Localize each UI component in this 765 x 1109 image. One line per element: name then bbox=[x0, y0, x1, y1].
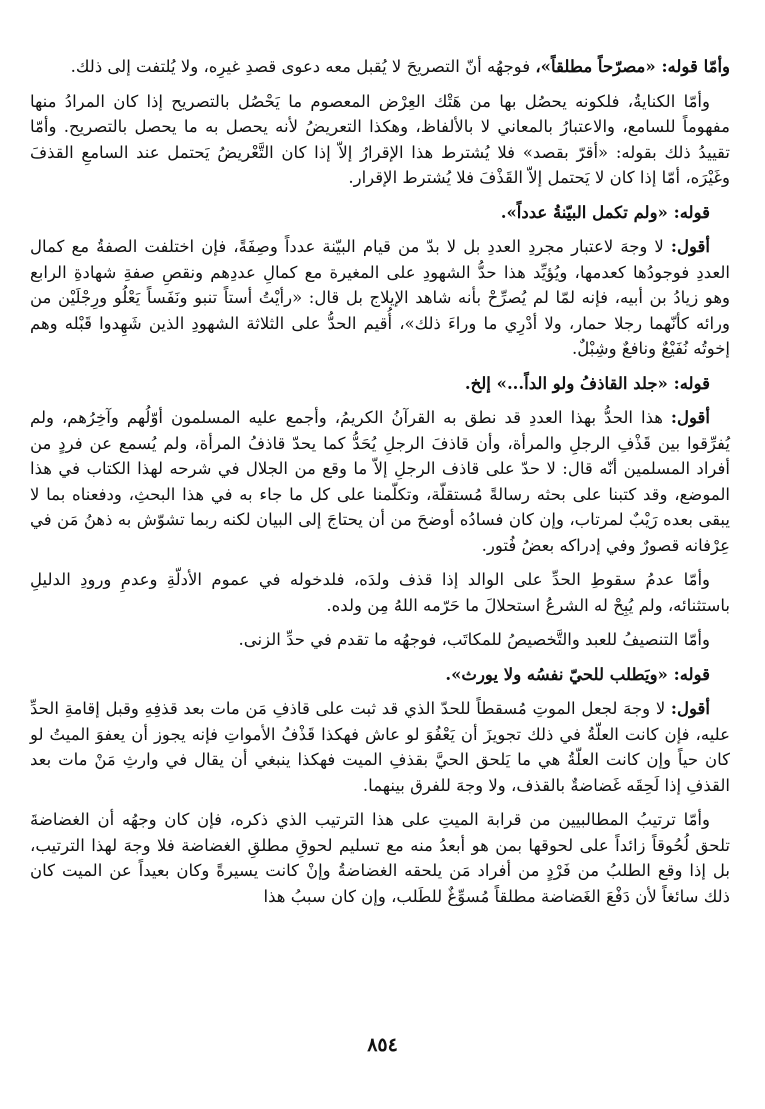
quote-heading-1 bbox=[30, 200, 730, 226]
quote-heading-1-quote: «ولم تكمل البيّنةُ عدداً». bbox=[500, 202, 674, 222]
paragraph-3-text: لا وجهَ لاعتبار مجردِ العددِ بل لا بدّ من قيام البيّنة عدداً وصِفَةً، فإن اختلفت الصفةُ مع كمال العددِ فوجودُها كعدمها، ويُؤيِّد هذا حدُّ الشهودِ على المغيرة مع كمالِ عددِهم ونقصِ صفةِ شهادةِ الرابع وهو زيادُ بن أبيه، فإنه لمّا لم يُصرِّحْ بأنه شاهد الإيلاج بل قال: «رأيْتُ أستاً تنبو ونَفَساً يَعْلُو ورِجْلَيْن من ورائه كأنّهما رجلا حمار، ولا أدْرِي ما وراءَ ذلك»، أُقيم الحدُّ على الثلاثة الشهودِ الذين شَهِدوا قَبْله وهم إخوتُه نُفَيْعٌ ونافعٌ وشِبْلٌ. bbox=[30, 237, 731, 358]
paragraph-1 bbox=[30, 54, 730, 80]
quote-heading-3-label: قوله: bbox=[673, 664, 710, 684]
paragraph-2 bbox=[30, 89, 730, 191]
paragraph-6-text: وأمّا التنصيفُ للعبد والتَّخصيصُ للمكاتَب، فوجهُه ما تقدم في حدِّ الزنى. bbox=[238, 630, 710, 649]
paragraph-7-lead: أقول: bbox=[670, 699, 710, 718]
paragraph-8 bbox=[30, 807, 730, 909]
paragraph-5-text: وأمّا عدمُ سقوطِ الحدِّ على الوالد إذا قذف ولدَه، فلدخوله في عموم الأدلّةِ وعدمِ ورودِ الدليلِ باستثنائه، ولم يُبِحْ له الشرعُ استحلالَ ما حَرّمه اللهُ مِن ولده. bbox=[30, 570, 730, 615]
paragraph-7-text: لا وجهَ لجعل الموتِ مُسقطاً للحدّ الذي قد ثبت على قاذفِ مَن مات بعد قذفِهِ وقبل إقامةِ الحدِّ عليه، فإن كانت العلّةُ في ذلك تجويزَ أن يَعْفُوَ لو عاش فهكذا قَذْفُ الأمواتِ فإنه يجوز أن يعفوَ الميتُ لو كان حياً وإن كانت العلّةُ هي ما يَلحق الحيَّ بقذفِ الميت فهكذا ينبغي أن يقال في وارثِ مَنْ مات بعد القذفِ إذا لَحِقَه غَضاضةٌ بالقذف، ولا وجهَ للفرق بينهما. bbox=[30, 699, 730, 795]
page-number: ٨٥٤ bbox=[367, 1034, 398, 1056]
quote-heading-2-label: قوله: bbox=[673, 373, 710, 393]
paragraph-1-text: فوجهُه أنّ التصريحَ لا يُقبل معه دعوى قصدِ غيرِه، ولا يُلتفت إلى ذلك. bbox=[70, 57, 536, 76]
paragraph-7 bbox=[30, 696, 730, 798]
quote-heading-2-quote: «جلد القاذفُ ولو الداً...» إلخ. bbox=[464, 373, 674, 393]
paragraph-4-lead: أقول: bbox=[670, 408, 710, 427]
quote-heading-1-label: قوله: bbox=[673, 202, 710, 222]
paragraph-5 bbox=[30, 567, 730, 618]
quote-heading-3-quote: «ويَطلب للحيّ نفسُه ولا يورث». bbox=[445, 664, 674, 684]
paragraph-3-lead: أقول: bbox=[670, 237, 710, 256]
quote-heading-2 bbox=[30, 371, 730, 397]
paragraph-3 bbox=[30, 234, 730, 362]
quote-heading-3 bbox=[30, 662, 730, 688]
page-body bbox=[30, 54, 730, 918]
paragraph-8-text: وأمّا ترتيبُ المطالبيين من قرابة الميتِ على هذا الترتيب الذي ذكره، فإن كان وجهُه أن الغضاضةَ تلحق لُحُوقاً زائداً على لحوقها بمن هو أبعدُ منه مع تسليم لحوقِ مطلقِ الغضاضة فلا وجهَ لهذا الترتيب، بل إذا وقع الطلبُ من فَرْدٍ من أفراد مَن يلحقه الغضاضةُ وإنْ كانت يسيرةً وكان بعيداً عن الميت كان ذلك سائغاً لأن دَفْعَ الغَضاضة مطلقاً مُسوِّغٌ للطَلب، وإن كان سببُ هذا bbox=[30, 810, 730, 906]
paragraph-4-text: هذا الحدُّ بهذا العددِ قد نطق به القرآنُ الكريمُ، وأجمع عليه المسلمون أوّلُهم وآخِرُهم، ولم يُفرِّقوا بين قَذْفِ الرجلِ والمرأة، وأن قاذفَ الرجلِ يُحَدُّ كما يحدّ قاذفُ المرأة، ولم يُسمع عن فردٍ من أفراد المسلمين أنّه قال: لا حدّ على قاذف الرجلِ إلاّ ما وقع من الجلال في شرحه لهذا الكتاب في هذا الموضع، وقد كتبنا على بحثه رسالةً مُستقلّة، وتكلّمنا على كل ما جاء به في هذا البحثِ، ودفعناه بما لا يبقى بعده رَيْبٌ لمرتاب، وإن كان فسادُه أوضحَ من أن يحتاجَ إلى البيان لكنه ربما تشوّش به ذهنُ مَن في عِرْفانه قصورٌ وفي إدراكه بعضُ فُتور. bbox=[30, 408, 730, 555]
paragraph-1-lead: وأمّا قوله: «مصرّحاً مطلقاً»، bbox=[535, 57, 730, 76]
paragraph-6 bbox=[30, 627, 730, 653]
paragraph-2-text: وأمّا الكنايةُ، فلكونه يحصُل بها من هَتْك العِرْض المعصوم ما يَحْصُل بالتصريح إذا كان المرادُ منها مفهوماً للسامع، والاعتبارُ بالمعاني لا بالألفاظ، وهكذا التعريضُ لأنه يحصل به ما يحصل بالتصريح. وأمّا تقييدُ ذلك بقوله: «أقرّ بقصد» فلا يُشترط هذا الإقرارُ إلاّ إذا كان التَّعْريضُ يَحتمل عند السامعِ القذفَ وغَيْرَه، أمّا إذا كان لا يَحتمل إلاّ القَذْفَ فلا يُشترط الإقرار. bbox=[30, 91, 730, 187]
paragraph-4 bbox=[30, 405, 730, 558]
